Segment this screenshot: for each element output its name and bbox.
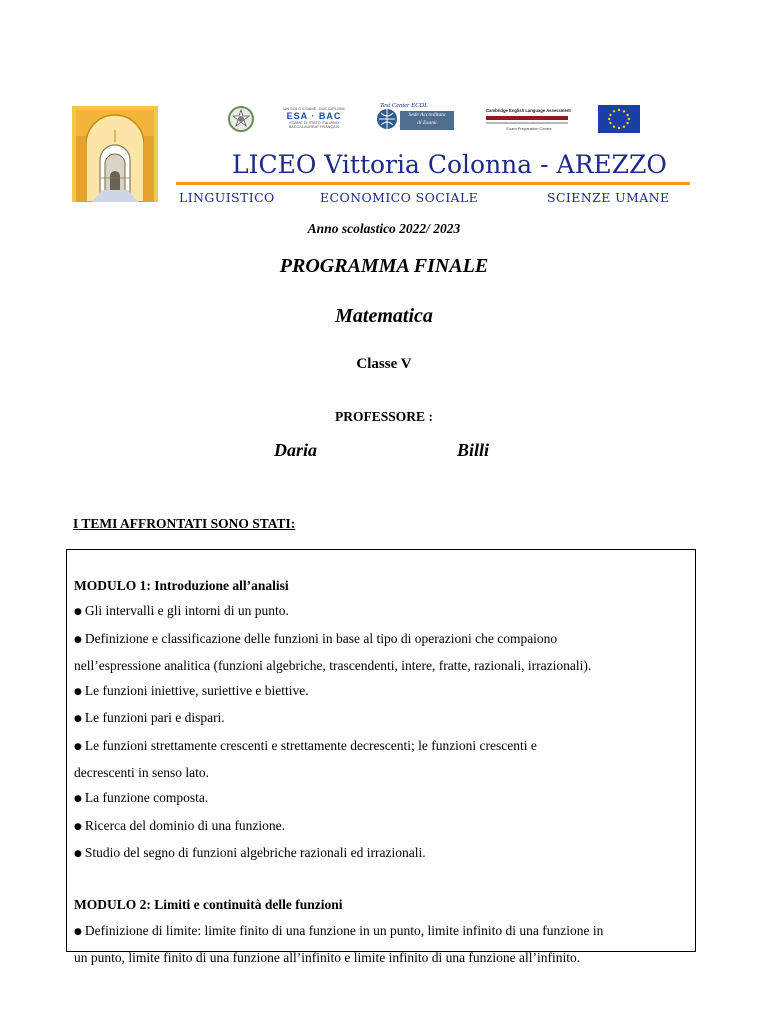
list-item-text: Definizione di limite: limite finito di una funzione in un punto, limite infinito di una funzione in (84, 922, 604, 938)
list-item (74, 705, 689, 732)
bullet-icon: ● (74, 848, 82, 859)
ecdl-globe-icon (376, 108, 398, 130)
bullet-icon: ● (74, 821, 82, 832)
class-label: Classe V (356, 356, 412, 372)
bullet-icon: ● (74, 741, 82, 752)
topics-heading: I TEMI AFFRONTATI SONO STATI: (73, 516, 296, 531)
esabac-logo-text: ESA · BAC (286, 111, 342, 121)
topics-box (66, 549, 696, 965)
ecdl-logo-text: Test Center ECDL (380, 102, 428, 109)
list-item (74, 918, 689, 971)
italian-republic-emblem-icon (226, 104, 256, 134)
list-item (74, 626, 689, 679)
list-item-text: Ricerca del dominio di una funzione. (84, 817, 286, 833)
module-title: MODULO 2: Limiti e continuità delle funzioni (74, 897, 343, 913)
professor-label: PROFESSORE : (335, 409, 433, 424)
module-1 (74, 573, 689, 867)
list-item (74, 598, 689, 625)
module-title: MODULO 1: Introduzione all’analisi (74, 578, 289, 593)
school-logo (72, 106, 158, 202)
list-item-text: Gli intervalli e gli intorni di un punto. (84, 603, 289, 619)
teacher-first-name: Daria (274, 440, 318, 460)
list-item (74, 733, 689, 786)
bullet-icon: ● (74, 794, 82, 805)
track-linguistico: LINGUISTICO (179, 190, 275, 205)
list-item-text: La funzione composta. (84, 790, 209, 806)
page-title: PROGRAMMA FINALE (279, 255, 489, 277)
subject-title: Matematica (335, 305, 433, 327)
bullet-icon: ● (74, 634, 82, 645)
list-item-text-continued: nell’espressione analitica (funzioni algebriche, trascendenti, intere, fratte, razionali, irrazionali). (74, 657, 592, 673)
list-item-text-continued: decrescenti in senso lato. (74, 765, 209, 781)
school-name: LICEO Vittoria Colonna - AREZZO (232, 150, 667, 179)
school-year: Anno scolastico 2022/ 2023 (307, 221, 461, 236)
list-item-text: Le funzioni strettamente crescenti e strettamente decrescenti; le funzioni crescenti e (84, 737, 537, 753)
list-item-text: Definizione e classificazione delle funzioni in base al tipo di operazioni che compaiono (84, 630, 558, 646)
list-item-text: Le funzioni iniettive, suriettive e biettive. (84, 683, 309, 699)
teacher-last-name: Billi (457, 440, 490, 460)
esabac-logo: UN SOLO ESAME, DUE DIPLOMI ESA · BAC ESAME DI STATO ITALIANO BACCALAURÉAT FRANÇAIS (276, 104, 352, 134)
list-item-text-continued: un punto, limite finito di una funzione all’infinito e limite infinito di una funzione all’infinito. (74, 949, 581, 965)
bullet-icon: ● (74, 687, 82, 698)
list-item-text: Studio del segno di funzioni algebriche razionali ed irrazionali. (84, 844, 426, 860)
ecdl-test-center-logo: Test Center ECDL Sede Accreditata di Esami (376, 104, 456, 134)
header-divider (176, 182, 690, 185)
list-item-text: Le funzioni pari e dispari. (84, 710, 225, 726)
list-item (74, 840, 689, 867)
bullet-icon: ● (74, 926, 82, 937)
cambridge-assessment-logo: Cambridge English Language Assessment Exam Preparation Centre (486, 108, 571, 131)
list-item (74, 678, 689, 705)
bullet-icon: ● (74, 714, 82, 725)
bullet-icon: ● (74, 607, 82, 618)
cambridge-logo-text: Cambridge English Language Assessment (486, 108, 571, 113)
track-economico-sociale: ECONOMICO SOCIALE (320, 190, 479, 205)
list-item (74, 813, 689, 840)
track-scienze-umane: SCIENZE UMANE (547, 190, 670, 205)
eu-flag-icon (598, 104, 640, 134)
module-2 (74, 892, 689, 970)
list-item (74, 785, 689, 812)
